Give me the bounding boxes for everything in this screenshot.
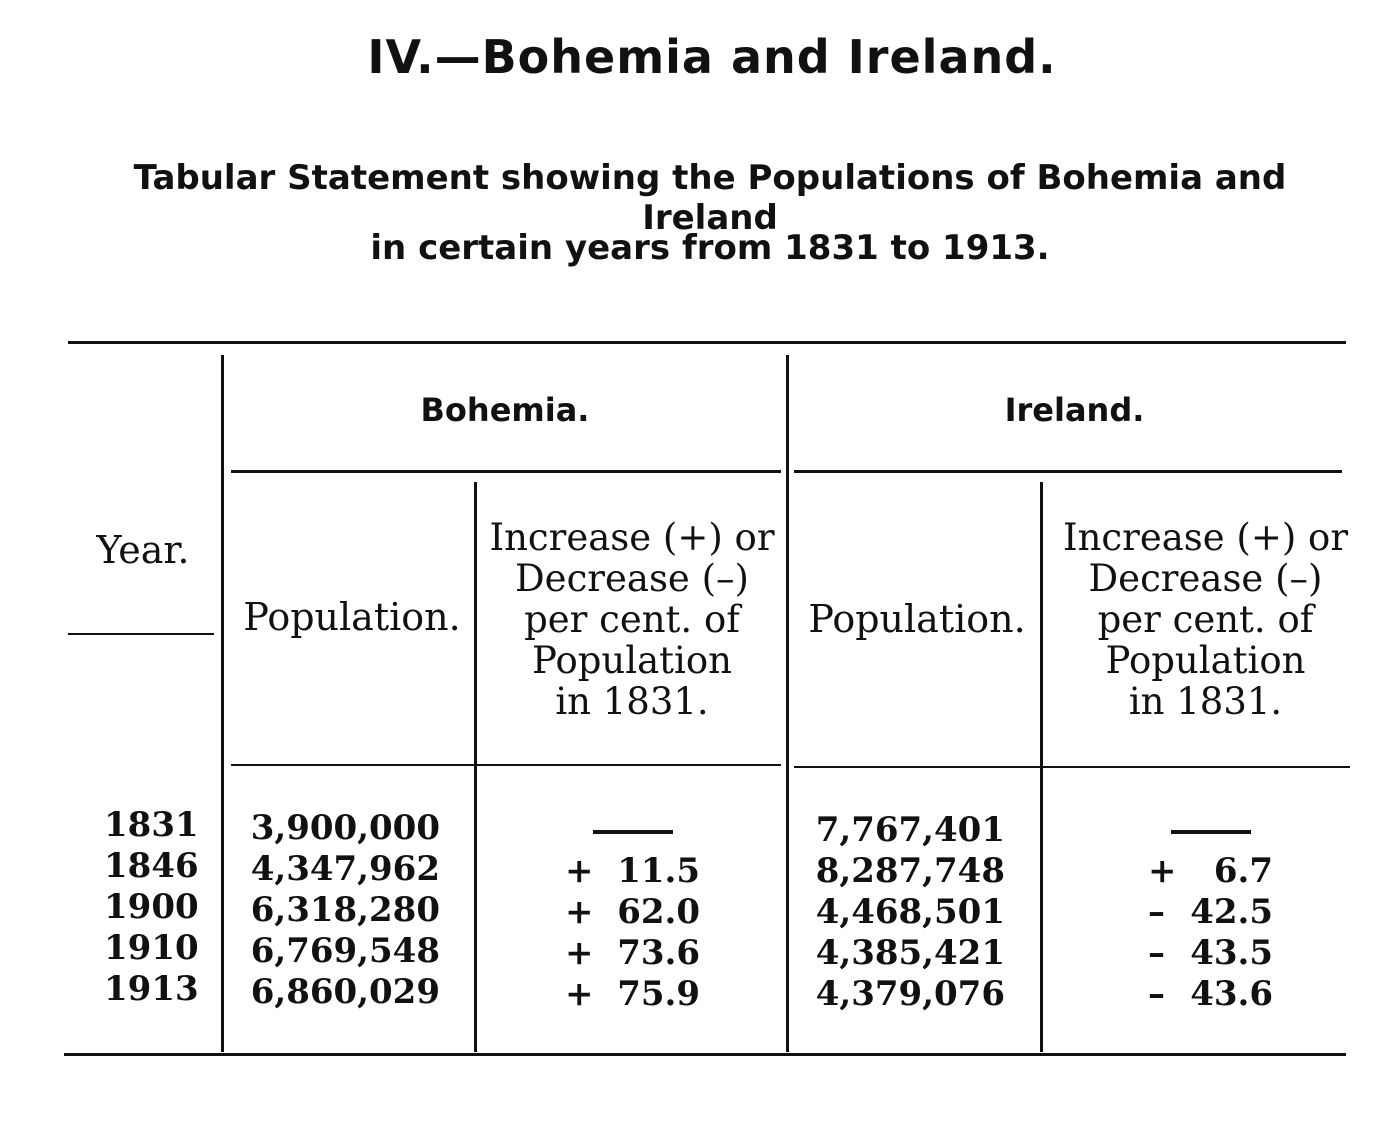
- ireland-change-header-line: Population: [1105, 639, 1306, 682]
- ireland-change-cell: [1148, 933, 1273, 974]
- bohemia-change-cell: [565, 892, 700, 933]
- value: 11.5: [617, 851, 700, 891]
- year-header: Year.: [96, 528, 190, 572]
- subtitle-line-2: in certain years from 1831 to 1913.: [370, 228, 1050, 268]
- bohemia-population-cell: 6,769,548: [250, 931, 440, 971]
- bohemia-header: Bohemia.: [420, 391, 590, 429]
- ireland-population-cell: 4,385,421: [815, 933, 1005, 973]
- value: 42.5: [1190, 892, 1273, 932]
- sign: +: [565, 892, 594, 932]
- ireland-population-cell: 7,767,401: [815, 810, 1005, 850]
- ireland-change-cell: [1148, 974, 1273, 1015]
- bohemia-change-column: [565, 810, 700, 1015]
- bohemia-change-header-line: per cent. of: [524, 598, 740, 641]
- year-cell: 1910: [104, 928, 199, 968]
- table-bottom-rule: [64, 1053, 1346, 1056]
- hline-bohemia-header: [231, 470, 781, 473]
- ireland-change-header: [1043, 512, 1368, 727]
- bohemia-population-cell: 6,860,029: [250, 972, 440, 1012]
- ireland-population-cell: 4,379,076: [815, 974, 1005, 1014]
- hline-header-bottom-right: [794, 766, 1350, 768]
- ireland-change-header-line: Decrease (–): [1088, 557, 1323, 600]
- year-cell: 1913: [104, 969, 199, 1009]
- ireland-change-header-line: Increase (+) or: [1062, 516, 1349, 559]
- ireland-population-cell: 4,468,501: [815, 892, 1005, 932]
- ireland-change-column: [1148, 810, 1273, 1015]
- bohemia-change-header-line: Decrease (–): [515, 557, 749, 600]
- ireland-change-header-line: in 1831.: [1128, 680, 1283, 723]
- sign: +: [565, 933, 594, 973]
- value: 43.6: [1190, 974, 1273, 1014]
- ireland-change-cell: [1148, 851, 1273, 892]
- table-top-rule: [68, 341, 1346, 344]
- bohemia-change-header: [478, 512, 786, 727]
- vline-year: [221, 355, 224, 1052]
- value: 43.5: [1190, 933, 1273, 973]
- bohemia-population-cell: 3,900,000: [250, 808, 440, 848]
- dash-mark: [593, 830, 673, 834]
- bohemia-population-column: [250, 808, 440, 1013]
- bohemia-population-header: Population.: [243, 595, 461, 639]
- bohemia-change-header-line: in 1831.: [555, 680, 709, 723]
- ireland-change-cell: [1148, 892, 1273, 933]
- bohemia-change-cell: [565, 974, 700, 1015]
- value: 6.7: [1213, 851, 1273, 891]
- value: 75.9: [617, 974, 700, 1014]
- bohemia-change-header-line: Population: [532, 639, 732, 682]
- year-underline: [68, 633, 214, 635]
- dash-mark: [1171, 830, 1251, 834]
- sign: –: [1148, 974, 1165, 1014]
- ireland-population-column: [815, 810, 1005, 1015]
- bohemia-population-cell: 4,347,962: [250, 849, 440, 889]
- bohemia-change-header-line: Increase (+) or: [489, 516, 775, 559]
- hline-ireland-header: [794, 470, 1342, 473]
- vline-countries: [786, 355, 789, 1052]
- year-column: [104, 805, 199, 1010]
- page-title: IV.—Bohemia and Ireland.: [367, 30, 1057, 84]
- sign: –: [1148, 892, 1165, 932]
- ireland-population-cell: 8,287,748: [815, 851, 1005, 891]
- sign: +: [1148, 851, 1177, 891]
- ireland-change-cell: [1148, 810, 1273, 851]
- bohemia-change-cell: [565, 810, 700, 851]
- ireland-header: Ireland.: [1004, 391, 1145, 429]
- hline-header-bottom-left: [231, 764, 781, 766]
- year-cell: 1831: [104, 805, 199, 845]
- ireland-population-header: Population.: [808, 597, 1026, 641]
- subtitle-line-1: Tabular Statement showing the Populations of Bohemia and Ireland: [133, 158, 1287, 238]
- vline-bohemia-mid: [474, 482, 477, 1052]
- sign: +: [565, 974, 594, 1014]
- sign: –: [1148, 933, 1165, 973]
- ireland-change-header-line: per cent. of: [1097, 598, 1314, 641]
- bohemia-change-cell: [565, 851, 700, 892]
- sign: +: [565, 851, 594, 891]
- year-cell: 1846: [104, 846, 199, 886]
- year-cell: 1900: [104, 887, 199, 927]
- value: 73.6: [617, 933, 700, 973]
- bohemia-population-cell: 6,318,280: [250, 890, 440, 930]
- value: 62.0: [617, 892, 700, 932]
- bohemia-change-cell: [565, 933, 700, 974]
